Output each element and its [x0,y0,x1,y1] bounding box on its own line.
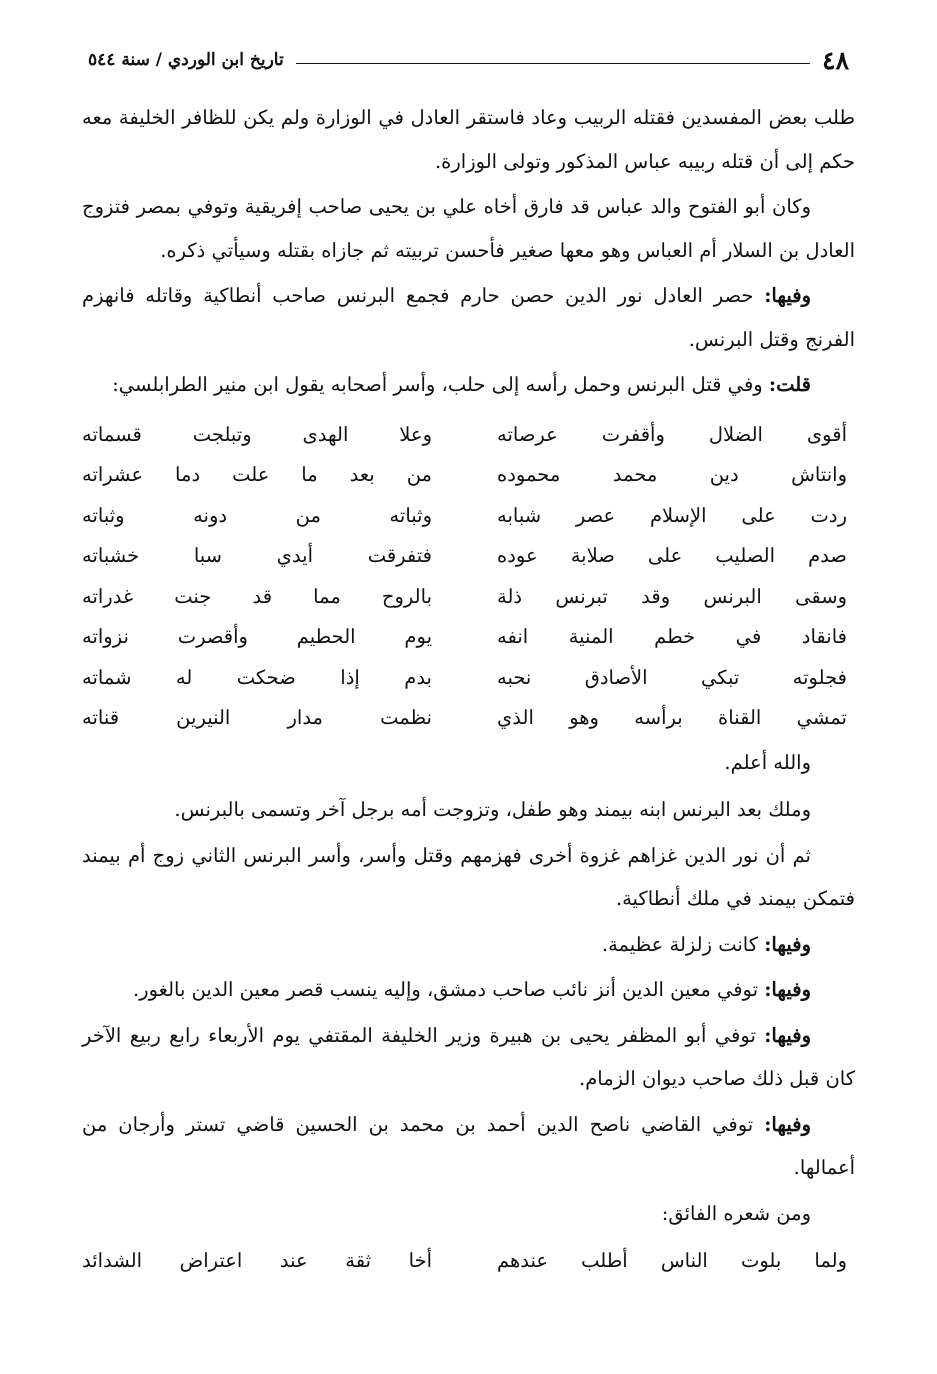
poem [82,415,855,739]
paragraph-text: وكان أبو الفتوح والد عباس قد فارق أخاه علي بن يحيى صاحب إفريقية وتوفي بمصر فتزوج العادل بن السلار أم العباس وهو معها صغير فأحسن تربيته ثم جازاه بقتله وسيأتي ذكره. [82,195,855,262]
verse [82,415,855,456]
bottom-paragraphs [82,788,855,1235]
paragraph-text: كانت زلزلة عظيمة. [601,932,765,956]
page-header [88,42,849,78]
paragraph-text: توفي أبو المظفر يحيى بن هبيرة وزير الخليفة المقتفي يوم الأربعاء رابع ربيع الآخر كان قبل ذلك صاحب ديوان الزمام. [82,1023,855,1090]
verse [82,658,855,699]
first-hemistich: أقوى الضلال وأقفرت عرصاته [497,422,847,446]
first-hemistich: تمشي القناة برأسه وهو الذي [497,706,847,729]
paragraph-lead: قلت: [768,373,811,396]
paragraph-text: طلب بعض المفسدين فقتله الربيب وعاد فاستقر العادل في الوزارة ولم يكن للظافر الخليفة معه حكم إلى أن قتله ربيبه عباس المذكور وتولى الوزارة. [82,106,855,173]
first-hemistich: فجلوته تبكي الأصادق نحبه [497,665,847,689]
second-hemistich: وعلا الهدى وتبلجت قسماته [82,422,432,446]
first-hemistich: فانقاد في خطم المنية انفه [497,625,847,648]
second-hemistich: يوم الحطيم وأقصرت نزواته [82,625,432,648]
paragraph-text: وفي قتل البرنس وحمل رأسه إلى حلب، وأسر أصحابه يقول ابن منير الطرابلسي: [112,373,769,396]
paragraph [82,363,855,407]
final-verse-first-hemistich: ولما بلوت الناس أطلب عندهم [497,1249,847,1272]
paragraph-lead: وفيها: [764,1023,811,1047]
header-rule [296,63,810,64]
first-hemistich: وسقى البرنس وقد تبرنس ذلة [497,584,847,608]
verse [82,455,855,496]
paragraph [82,1103,855,1190]
second-hemistich: بالروح مما قد جنت غدراته [82,584,432,608]
page-body [82,96,855,1282]
paragraph [82,834,855,921]
paragraph-text: حصر العادل نور الدين حصن حارم فجمع البرنس صاحب أنطاكية وقاتله فانهزم الفرنج وقتل البرنس. [82,284,855,351]
final-verse [82,1241,855,1282]
first-hemistich: صدم الصليب على صلابة عوده [497,544,847,567]
running-title: تاريخ ابن الوردي / سنة ٥٤٤ [88,50,284,70]
paragraph [82,185,855,272]
second-hemistich: وثباته من دونه وثباته [82,503,432,527]
final-verse-second-hemistich: أخا ثقة عند اعتراض الشدائد [82,1249,432,1272]
paragraph [82,788,855,832]
closing-line: والله أعلم. [724,750,811,774]
paragraph [82,96,855,183]
paragraph-text: ثم أن نور الدين غزاهم غزوة أخرى فهزمهم وقتل وأسر، وأسر البرنس الثاني زوج أم بيمند فتمكن بيمند في ملك أنطاكية. [82,843,855,910]
page-number: ٤٨ [822,45,849,75]
paragraph [82,274,855,361]
first-hemistich: وانتاش دين محمد محموده [497,463,847,486]
verse [82,617,855,658]
verse [82,698,855,739]
second-hemistich: فتفرقت أيدي سبا خشباته [82,544,432,567]
top-paragraphs [82,96,855,407]
verse [82,496,855,537]
second-hemistich: نظمت مدار النيرين قناته [82,706,432,729]
paragraph-text: توفي القاضي ناصح الدين أحمد بن محمد بن الحسين قاضي تستر وأرجان من أعمالها. [82,1112,855,1179]
paragraph [82,1192,855,1236]
paragraph-lead: وفيها: [764,284,811,307]
paragraph [82,923,855,967]
second-hemistich: من بعد ما علت دما عشراته [82,463,432,486]
paragraph-text: توفي معين الدين أنز نائب صاحب دمشق، وإليه ينسب قصر معين الدين بالغور. [132,978,765,1001]
verse [82,536,855,577]
paragraph-lead: وفيها: [764,932,811,956]
second-hemistich: بدم إذا ضحكت له شماته [82,665,432,689]
verse [82,577,855,618]
paragraph-lead: وفيها: [764,1112,811,1136]
paragraph [82,968,855,1012]
paragraph-lead: وفيها: [764,978,811,1001]
paragraph-text: وملك بعد البرنس ابنه بيمند وهو طفل، وتزوجت أمه برجل آخر وتسمى بالبرنس. [174,798,811,821]
paragraph [82,1014,855,1101]
first-hemistich: ردت على الإسلام عصر شبابه [497,503,847,527]
paragraph-text: ومن شعره الفائق: [661,1201,811,1225]
